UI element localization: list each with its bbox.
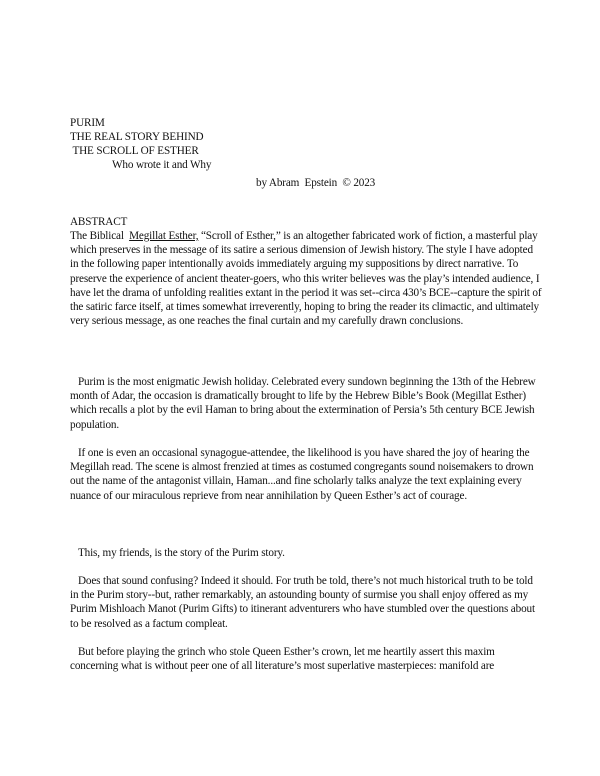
paragraph-purim-holiday: Purim is the most enigmatic Jewish holiday. Celebrated every sundown beginning the 13th of the Hebrew month of Adar, the occasion is dramatically brought to life by the Hebrew Bible’s Book (Megillat Esther) which recalls a plot by the evil Haman to bring about the extermination of Persia’s 5th century BCE Jewish population. xyxy=(70,376,539,431)
subtitle: Who wrote it and Why xyxy=(112,159,212,171)
paragraph-grinch: But before playing the grinch who stole Queen Esther’s crown, let me heartily assert this maxim concerning what is without peer one of all literature’s most superlative masterpieces: manifold are xyxy=(70,646,498,673)
title-line-1: PURIM xyxy=(70,117,105,129)
byline: by Abram Epstein © 2023 xyxy=(256,177,376,189)
paragraph-synagogue: If one is even an occasional synagogue-attendee, the likelihood is you have shared the joy of hearing the Megillah read. The scene is almost frenzied at times as costumed congregants sound noisemakers to drown out the name of the antagonist villain, Haman...and fine scholarly talks analyze the text explaining every nuance of our miraculous reprieve from near annihilation by Queen Esther’s act of courage. xyxy=(70,447,537,502)
title-line-3: THE SCROLL OF ESTHER xyxy=(70,145,199,157)
paragraph-confusing: Does that sound confusing? Indeed it should. For truth be told, there’s not much historical truth to be told in the Purim story--but, rather remarkably, an astounding bounty of surmise you shall enjoy offered as my Purim Mishloach Manot (Purim Gifts) to itinerant adventurers who have stumbled over the questions about to be resolved as a factum compleat. xyxy=(70,575,538,630)
abstract-paragraph xyxy=(70,229,542,328)
title-line-2: THE REAL STORY BEHIND xyxy=(70,131,204,143)
abstract-body: “Scroll of Esther,” is an altogether fabricated work of fiction, a masterful play which preserves in the message of its satire a serious dimension of Jewish history. The style I have adopted in the following paper intentionally avoids immediately arguing my suppositions by direct narrative. To preserve the experience of ancient theater-goers, who this writer believes was the play’s intended audience, I have let the drama of unfolding realities extant in the period it was set--circa 430’s BCE--capture the spirit of the satiric farce itself, at times somewhat irreverently, hoping to bring the reader its climactic, and ultimately very serious message, as one reaches the final curtain and my carefully drawn conclusions. xyxy=(70,230,542,328)
paragraph-story: This, my friends, is the story of the Purim story. xyxy=(70,547,285,559)
abstract-lead: The Biblical xyxy=(70,230,130,242)
book-title: Megillat Esther, xyxy=(129,230,199,242)
abstract-heading: ABSTRACT xyxy=(70,216,128,228)
